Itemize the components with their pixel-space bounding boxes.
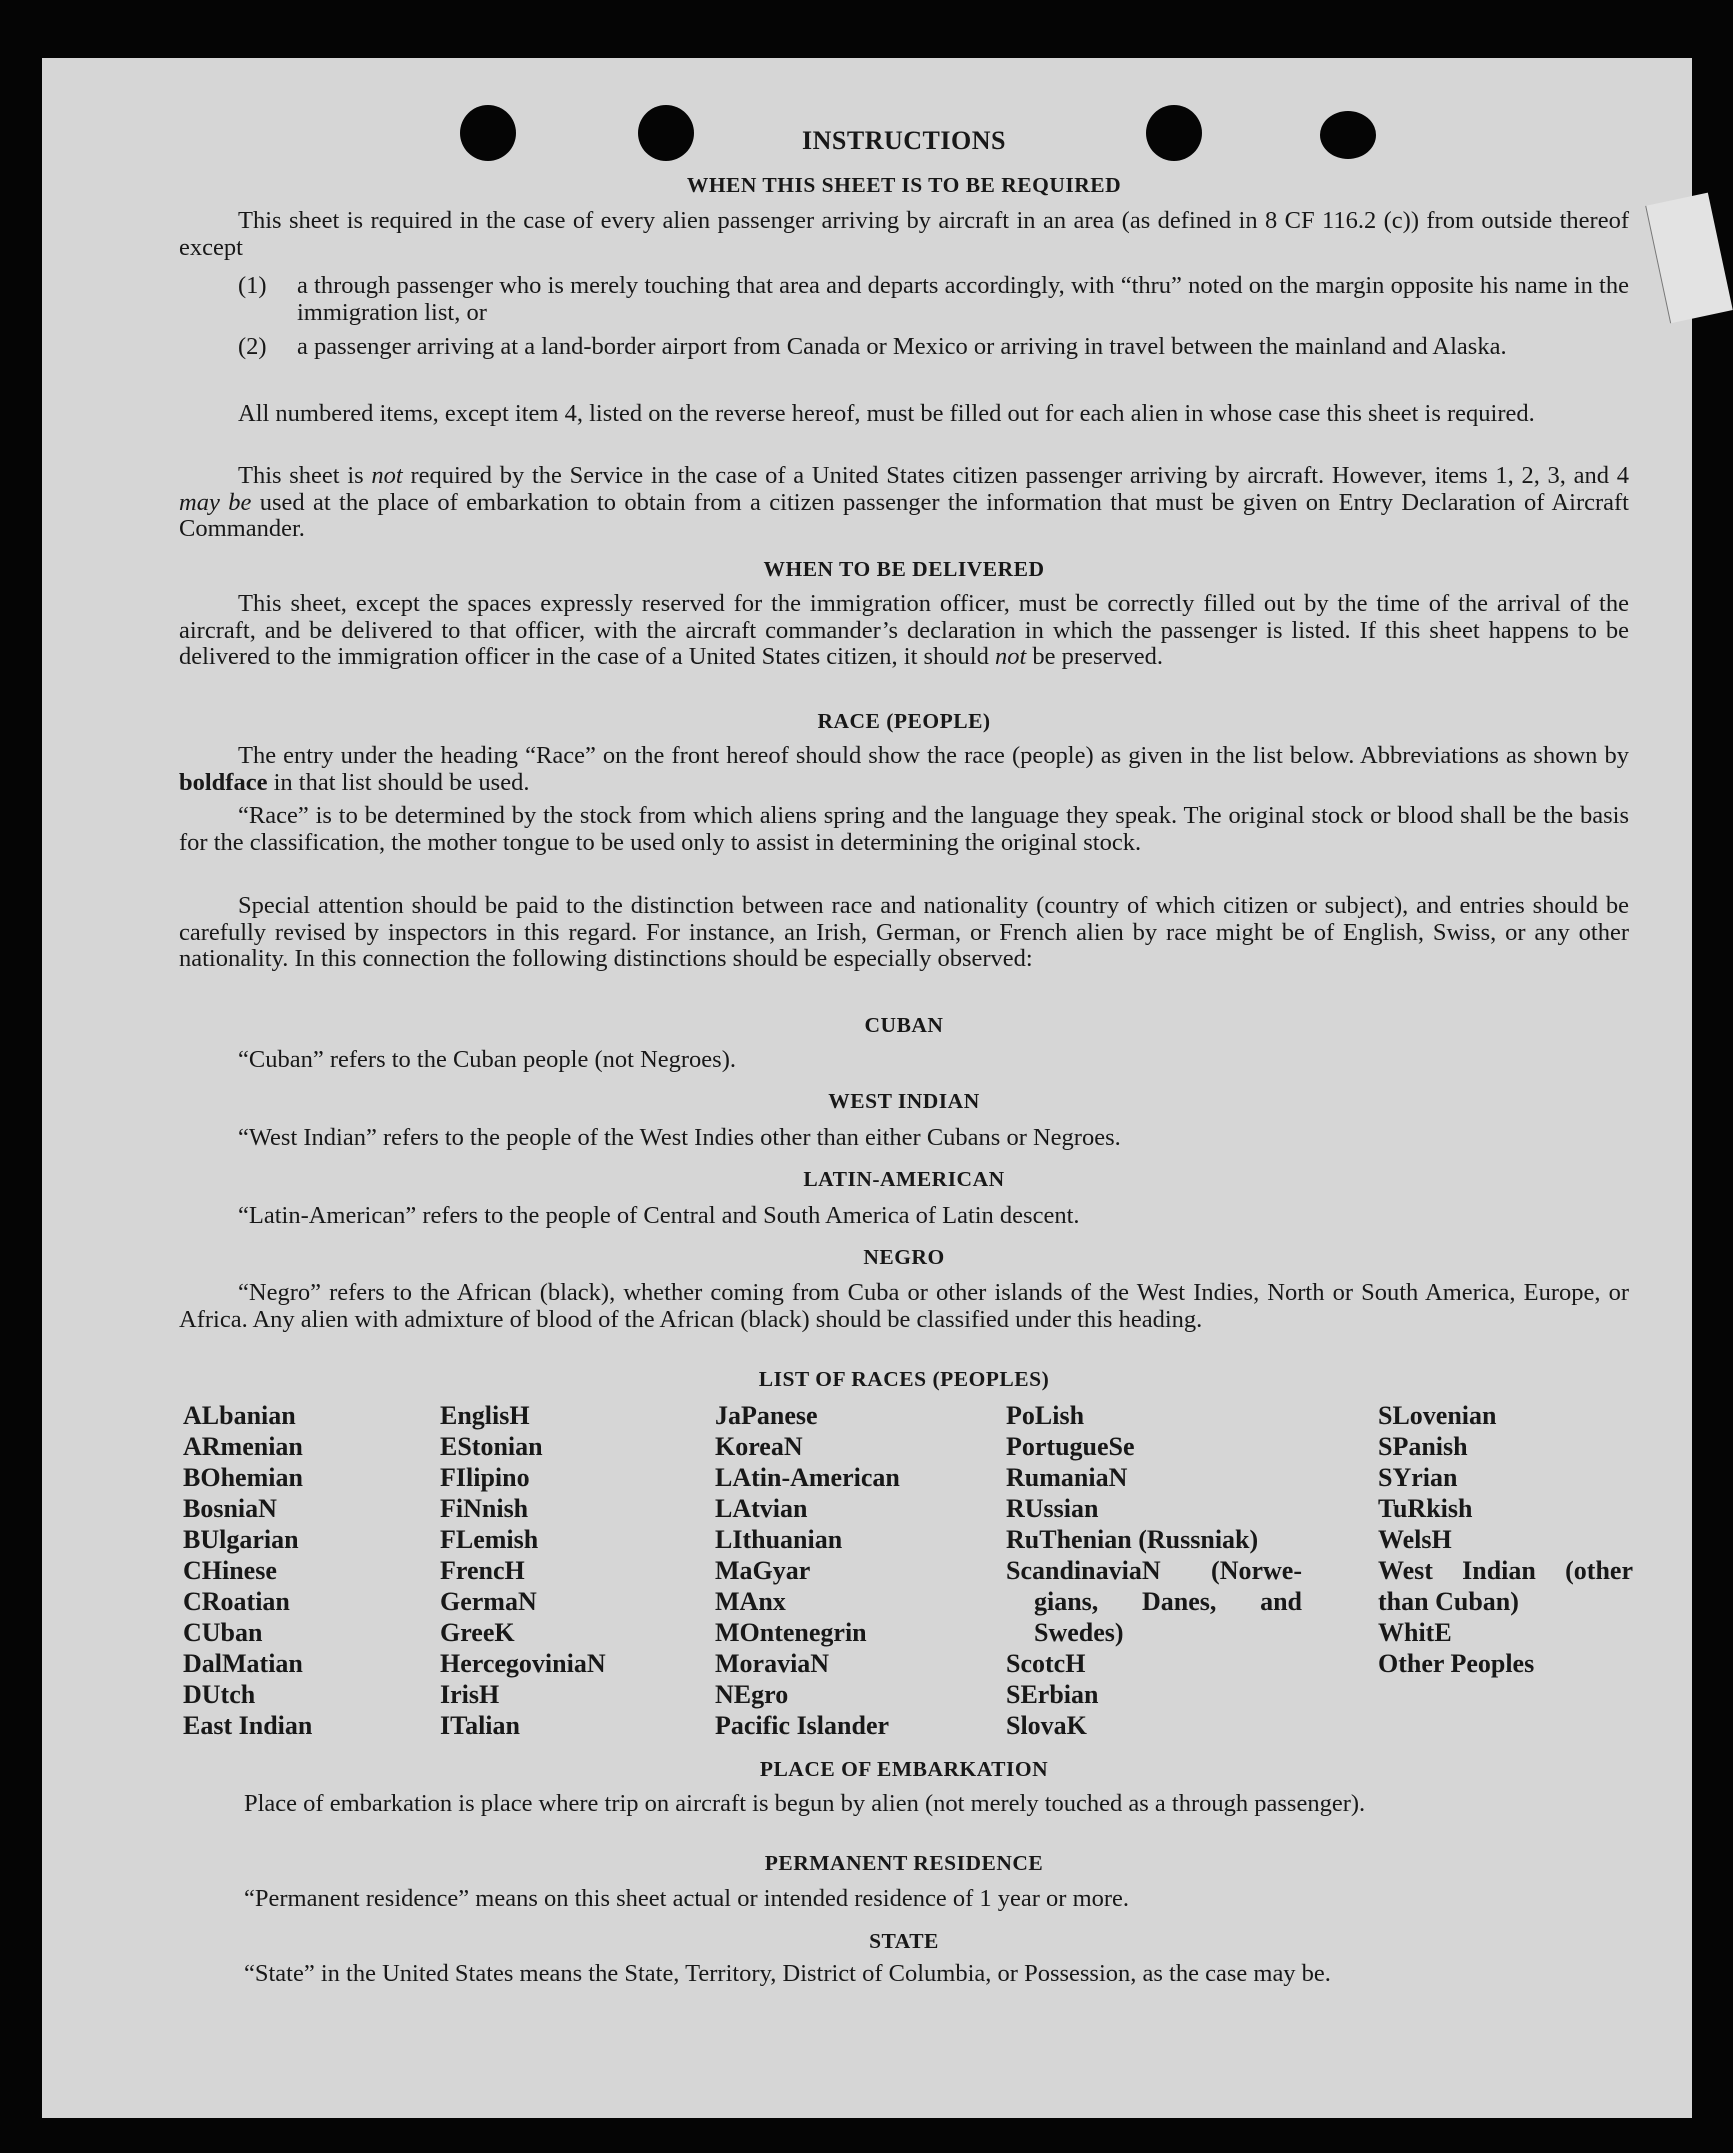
list-item: ITalian <box>440 1711 520 1740</box>
races-column-1 <box>183 1400 312 1741</box>
list-item: ScandinaviaN (Norwe- <box>1006 1556 1302 1585</box>
list-item: FIlipino <box>440 1463 530 1492</box>
paragraph: “Latin-American” refers to the people of Central and South America of Latin descent. <box>238 1202 1080 1229</box>
list-item: LAtin-American <box>715 1463 900 1492</box>
list-item: TuRkish <box>1378 1494 1473 1523</box>
list-item: MOntenegrin <box>715 1618 867 1647</box>
paragraph: This sheet, except the spaces expressly reserved for the immigration officer, must be correctly filled out by the time of the arrival of the aircraft, and be delivered to that officer, with the aircraft commander’s declaration in which the passenger is listed. If this sheet happens to be delivered to the immigration officer in the case of a United States citizen, it should not be preserved. <box>179 590 1629 670</box>
list-item: MAnx <box>715 1587 786 1616</box>
list-item: BOhemian <box>183 1463 303 1492</box>
list-item: JaPanese <box>715 1401 818 1430</box>
list-item: CHinese <box>183 1556 277 1585</box>
section-heading: PLACE OF EMBARKATION <box>759 1757 1049 1781</box>
list-item: WelsH <box>1378 1525 1452 1554</box>
item-number: (1) <box>238 272 267 299</box>
paragraph: “West Indian” refers to the people of the West Indies other than either Cubans or Negroes. <box>238 1124 1121 1151</box>
list-item: PortugueSe <box>1006 1432 1135 1461</box>
section-heading: PERMANENT RESIDENCE <box>764 1851 1044 1875</box>
section-heading: LATIN-AMERICAN <box>803 1167 1005 1191</box>
paragraph: The entry under the heading “Race” on the front hereof should show the race (people) as given in the list below. Abbreviations as shown by boldface in that list should be used. <box>179 742 1629 796</box>
section-heading: CUBAN <box>864 1013 944 1037</box>
list-item: SLovenian <box>1378 1401 1497 1430</box>
attached-tab <box>1645 193 1733 324</box>
list-item: SlovaK <box>1006 1711 1087 1740</box>
section-heading: RACE (PEOPLE) <box>817 709 991 733</box>
list-item: MoraviaN <box>715 1649 830 1678</box>
list-item: LAtvian <box>715 1494 808 1523</box>
list-item: FiNnish <box>440 1494 529 1523</box>
section-heading: WHEN TO BE DELIVERED <box>763 557 1045 581</box>
list-item: ScotcH <box>1006 1649 1086 1678</box>
list-item: FrencH <box>440 1556 525 1585</box>
list-item-continued: gians, Danes, and <box>1034 1587 1302 1616</box>
list-item: BUlgarian <box>183 1525 299 1554</box>
list-item <box>238 272 1629 326</box>
list-item: EnglisH <box>440 1401 530 1430</box>
list-item: HercegoviniaN <box>440 1649 606 1678</box>
paragraph: “Race” is to be determined by the stock from which aliens spring and the language they speak. The original stock or blood shall be the basis for the classification, the mother tongue to be used only to assist in determining the original stock. <box>179 802 1629 856</box>
section-heading: WHEN THIS SHEET IS TO BE REQUIRED <box>686 173 1122 197</box>
list-item: Pacific Islander <box>715 1711 890 1740</box>
list-item: RUssian <box>1006 1494 1099 1523</box>
list-item: FLemish <box>440 1525 539 1554</box>
list-item: SYrian <box>1378 1463 1458 1492</box>
races-column-5 <box>1378 1400 1633 1679</box>
races-column-3 <box>715 1400 900 1741</box>
list-item: East Indian <box>183 1711 313 1740</box>
list-item: SErbian <box>1006 1680 1099 1709</box>
list-item: ARmenian <box>183 1432 303 1461</box>
section-heading: WEST INDIAN <box>828 1089 980 1113</box>
section-heading: LIST OF RACES (PEOPLES) <box>758 1367 1050 1391</box>
paragraph: This sheet is required in the case of every alien passenger arriving by aircraft in an area (as defined in 8 CF 116.2 (c)) from outside thereof except <box>179 207 1629 261</box>
list-item <box>238 333 1629 361</box>
races-column-4 <box>1006 1400 1302 1741</box>
page-title: INSTRUCTIONS <box>802 126 1006 155</box>
list-item: RumaniaN <box>1006 1463 1128 1492</box>
list-item: CRoatian <box>183 1587 290 1616</box>
list-item-continued: Swedes) <box>1034 1618 1124 1647</box>
section-heading: STATE <box>869 1929 939 1953</box>
list-item: DUtch <box>183 1680 256 1709</box>
document-sheet <box>42 58 1692 2118</box>
list-item: BosniaN <box>183 1494 277 1523</box>
paragraph: Place of embarkation is place where trip on aircraft is begun by alien (not merely touched as a through passenger). <box>244 1790 1366 1817</box>
paragraph: “Cuban” refers to the Cuban people (not Negroes). <box>238 1046 736 1073</box>
paragraph: “Negro” refers to the African (black), whether coming from Cuba or other islands of the West Indies, North or South America, Europe, or Africa. Any alien with admixture of blood of the African (black) should be classified under this heading. <box>179 1279 1629 1333</box>
item-text: a passenger arriving at a land-border airport from Canada or Mexico or arriving in travel between the mainland and Alaska. <box>297 333 1507 360</box>
item-text: a through passenger who is merely touching that area and departs accordingly, with “thru” noted on the margin opposite his name in the immigration list, or <box>297 272 1629 326</box>
list-item: RuThenian (Russniak) <box>1006 1525 1259 1554</box>
list-item: DalMatian <box>183 1649 303 1678</box>
paragraph: This sheet is not required by the Service in the case of a United States citizen passenger arriving by aircraft. However, items 1, 2, 3, and 4 may be used at the place of embarkation to obtain from a citizen passenger the information that must be given on Entry Declaration of Aircraft Commander. <box>179 462 1629 542</box>
list-item: GreeK <box>440 1618 515 1647</box>
races-column-2 <box>440 1400 606 1741</box>
item-number: (2) <box>238 333 267 360</box>
paragraph: “Permanent residence” means on this sheet actual or intended residence of 1 year or more. <box>244 1885 1130 1912</box>
paragraph: Special attention should be paid to the distinction between race and nationality (country of which citizen or subject), and entries should be carefully revised by inspectors in this regard. For instance, an Irish, German, or French alien by race might be of English, Swiss, or any other nationality. In this connection the following distinctions should be especially observed: <box>179 892 1629 972</box>
list-item: IrisH <box>440 1680 500 1709</box>
list-item: LIthuanian <box>715 1525 843 1554</box>
section-heading: NEGRO <box>863 1245 945 1269</box>
list-item: WhitE <box>1378 1618 1452 1647</box>
list-item: MaGyar <box>715 1556 811 1585</box>
list-item: NEgro <box>715 1680 789 1709</box>
paragraph: “State” in the United States means the State, Territory, District of Columbia, or Possession, as the case may be. <box>244 1960 1331 1987</box>
list-item-continued: than Cuban) <box>1378 1587 1519 1616</box>
list-item: West Indian (other <box>1378 1556 1633 1585</box>
list-item: PoLish <box>1006 1401 1085 1430</box>
list-item: CUban <box>183 1618 263 1647</box>
list-item: ALbanian <box>183 1401 296 1430</box>
list-item: EStonian <box>440 1432 543 1461</box>
list-item: KoreaN <box>715 1432 803 1461</box>
list-item: SPanish <box>1378 1432 1468 1461</box>
list-item: GermaN <box>440 1587 537 1616</box>
list-item: Other Peoples <box>1378 1649 1535 1678</box>
paragraph: All numbered items, except item 4, listed on the reverse hereof, must be filled out for each alien in whose case this sheet is required. <box>238 400 1535 427</box>
